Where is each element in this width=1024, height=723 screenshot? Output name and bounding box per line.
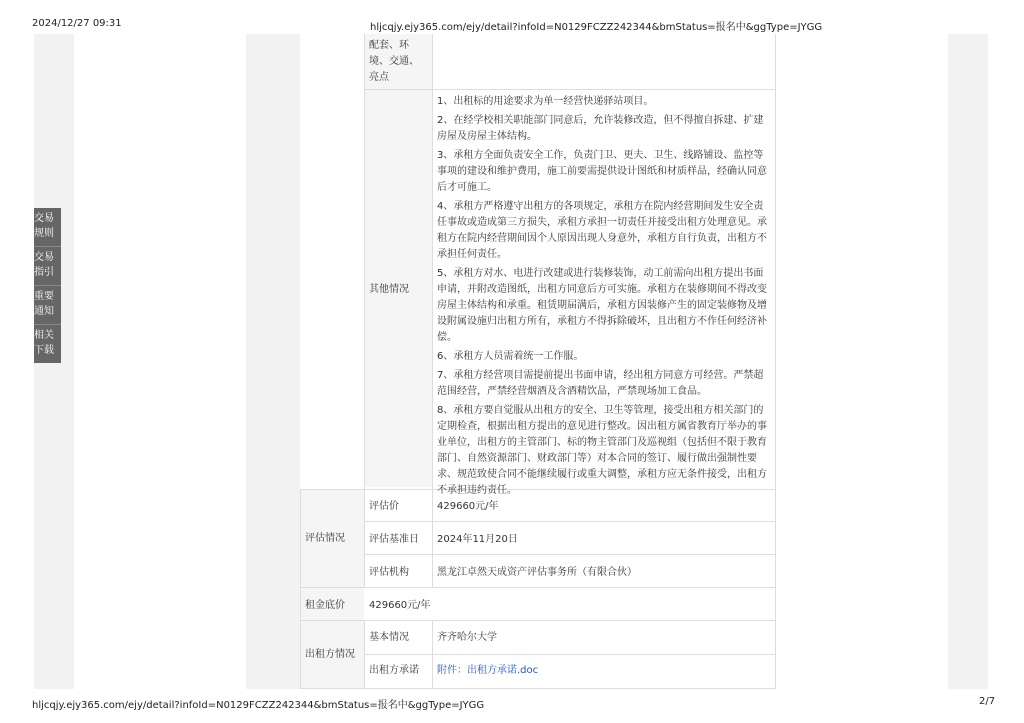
other-condition-item: 2、在经学校相关职能部门同意后，允许装修改造，但不得擅自拆建、扩建房屋及房屋主体结构。 xyxy=(437,115,764,142)
table-divider xyxy=(364,521,776,522)
row-label-amenities: 配套、环境、交通、亮点 xyxy=(369,40,419,83)
lessor-label: 基本情况 xyxy=(369,632,409,643)
table-divider xyxy=(364,34,365,587)
eval-value: 2024年11月20日 xyxy=(437,534,518,545)
other-condition-item: 1、出租标的用途要求为单一经营快递驿站项目。 xyxy=(437,96,654,107)
sidebar-item-label: 通知 xyxy=(34,306,54,317)
detail-table xyxy=(300,34,776,689)
row-label-other: 其他情况 xyxy=(369,284,409,295)
print-header-url: hljcqjy.ejy365.com/ejy/detail?infoId=N0129FCZZ242344&bmStatus=报名中&ggType=JYGG xyxy=(370,22,823,33)
print-footer-page-number: 2/7 xyxy=(979,696,996,707)
eval-label: 评估价 xyxy=(369,501,399,512)
table-divider xyxy=(775,34,776,689)
group-label-evaluation: 评估情况 xyxy=(305,533,345,544)
eval-value: 429660元/年 xyxy=(437,501,499,512)
sidebar-item-label: 指引 xyxy=(34,267,54,278)
other-condition-item: 7、承租方经营项目需提前提出书面申请，经出租方同意方可经营。严禁超范围经营，严禁经营烟酒及含酒精饮品，严禁现场加工食品。 xyxy=(437,370,764,397)
table-divider xyxy=(364,654,776,655)
sidebar-item-label: 相关 xyxy=(34,330,54,341)
lessor-commitment-attachment-link[interactable]: 附件：出租方承诺.doc xyxy=(437,665,539,676)
right-gutter xyxy=(948,34,988,689)
label-column-bg xyxy=(364,34,432,487)
table-divider xyxy=(300,587,776,588)
sidebar-item-label: 下载 xyxy=(34,345,54,356)
sidebar-item-label: 交易 xyxy=(34,252,54,263)
eval-label: 评估机构 xyxy=(369,567,409,578)
other-condition-item: 3、承租方全面负责安全工作，负责门卫、更夫、卫生、线路铺设、监控等事项的建设和维护费用，施工前要需提供设计图纸和材质样品，经确认同意后才可施工。 xyxy=(437,150,767,193)
other-condition-item: 6、承租方人员需着统一工作服。 xyxy=(437,351,584,362)
table-divider xyxy=(364,554,776,555)
sidebar-item-label: 规则 xyxy=(34,228,54,239)
eval-label: 评估基准日 xyxy=(369,534,419,545)
group-label-lessor: 出租方情况 xyxy=(305,649,355,660)
sidebar-item-important-notice[interactable] xyxy=(34,285,61,324)
row-label-reserve-price: 租金底价 xyxy=(305,600,345,611)
table-divider xyxy=(432,34,433,587)
reserve-price-value: 429660元/年 xyxy=(369,600,431,611)
sidebar-item-trading-guide[interactable] xyxy=(34,246,61,285)
lessor-label: 出租方承诺 xyxy=(369,665,419,676)
eval-value: 黑龙江卓然天成资产评估事务所（有限合伙） xyxy=(437,567,637,578)
other-condition-item: 4、承租方严格遵守出租方的各项规定，承租方在院内经营期间发生安全责任事故或造成第三方损失，承租方承担一切责任并接受出租方处理意见。承租方在院内经营期间因个人原因出现人身意外，承租方自行负责，出租方不承担任何责任。 xyxy=(437,201,767,260)
sidebar-item-label: 重要 xyxy=(34,291,54,302)
content-left-band xyxy=(246,34,300,689)
lessor-value: 齐齐哈尔大学 xyxy=(437,632,497,643)
table-divider xyxy=(300,688,776,689)
print-header-date: 2024/12/27 09:31 xyxy=(32,18,122,29)
side-navigation xyxy=(34,208,61,363)
sidebar-item-trading-rules[interactable] xyxy=(34,208,61,246)
other-condition-item: 8、承租方要自觉服从出租方的安全、卫生等管理，接受出租方相关部门的定期检查，根据出租方提出的意见进行整改。因出租方属省教育厅举办的事业单位，出租方的主管部门、标的物主管部门及巡视组（包括但不限于教育部门、自然资源部门、财政部门等）对本合同的签订、履行做出强制性要求、规范致使合同不能继续履行或重大调整，承租方应无条件接受，出租方不承担违约责任。 xyxy=(437,405,767,496)
sidebar-item-label: 交易 xyxy=(34,213,54,224)
other-conditions-text xyxy=(437,94,773,502)
sidebar-item-downloads[interactable] xyxy=(34,324,61,363)
print-footer-url: hljcqjy.ejy365.com/ejy/detail?infoId=N0129FCZZ242344&bmStatus=报名中&ggType=JYGG xyxy=(32,700,485,711)
table-divider xyxy=(300,620,776,621)
table-divider xyxy=(364,89,776,90)
other-condition-item: 5、承租方对水、电进行改建或进行装修装饰，动工前需向出租方提出书面申请，并附改造图纸，出租方同意后方可实施。承租方在装修期间不得改变房屋主体结构和承重。租赁期届满后，承租方因装修产生的固定装修物及增设附属设施归出租方所有，承租方不得拆除破坏，且出租方不作任何经济补偿。 xyxy=(437,268,767,343)
table-divider xyxy=(300,489,301,689)
